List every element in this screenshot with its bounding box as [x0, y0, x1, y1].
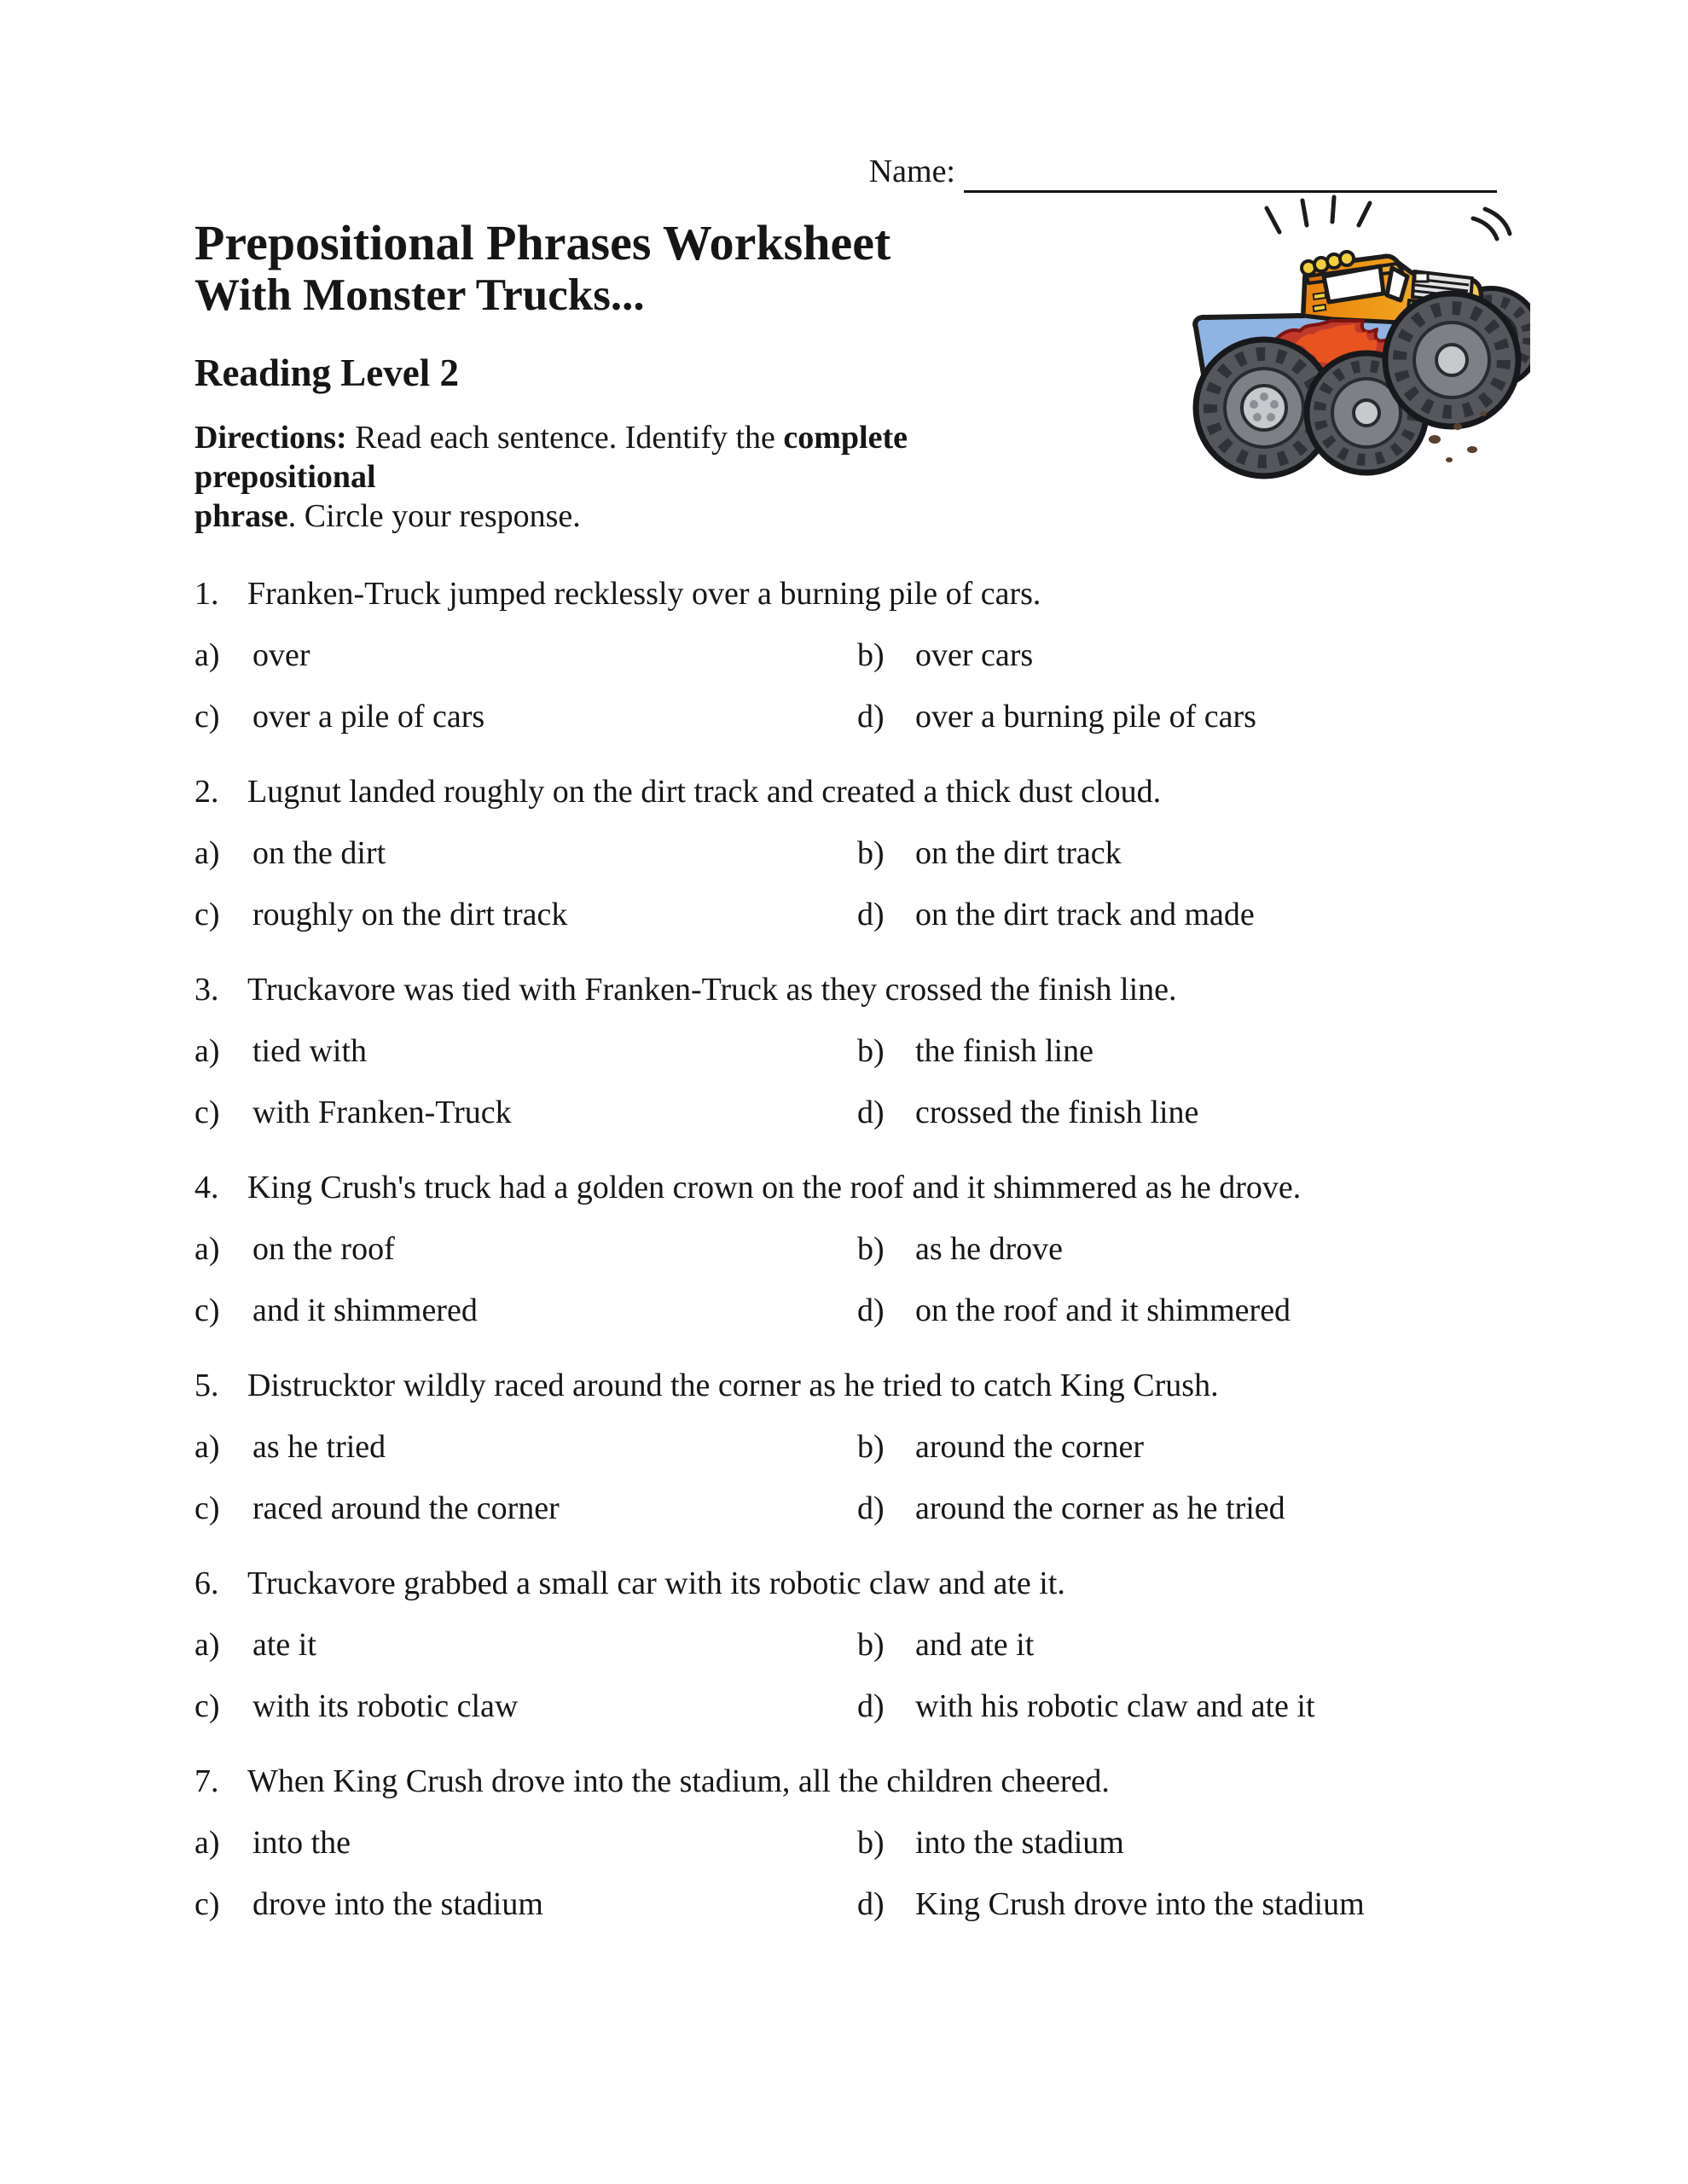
option-text: and it shimmered	[252, 1292, 478, 1329]
question-sentence-row	[194, 967, 1497, 1012]
option-letter: d)	[857, 1292, 885, 1329]
option-text: over a burning pile of cars	[915, 699, 1256, 735]
questions	[194, 572, 1497, 1926]
question-number: 5.	[194, 1368, 219, 1404]
directions-paragraph	[194, 418, 1013, 536]
question-number: 4.	[194, 1170, 219, 1206]
option-letter: a)	[194, 637, 220, 674]
directions-bold-phrase-1: complete prepositional	[194, 420, 908, 496]
option-c	[194, 1288, 857, 1333]
question-sentence-row	[194, 1363, 1497, 1408]
question-sentence: Truckavore was tied with Franken-Truck as they crossed the finish line.	[247, 972, 1177, 1008]
option-row	[194, 1882, 1497, 1926]
option-letter: a)	[194, 1627, 220, 1664]
motion-lines-icon	[1267, 197, 1510, 239]
option-text: tied with	[252, 1033, 368, 1070]
option-c	[194, 1882, 857, 1926]
option-row	[194, 1486, 1497, 1531]
option-letter: c)	[194, 1292, 220, 1329]
option-text: into the	[252, 1825, 351, 1862]
option-letter: a)	[194, 1825, 220, 1862]
option-b	[857, 1425, 1144, 1469]
reading-level-heading: Reading Level 2	[194, 351, 459, 395]
option-row	[194, 831, 1497, 875]
option-d	[857, 1486, 1285, 1531]
option-b	[857, 831, 1122, 875]
option-letter: b)	[857, 1429, 885, 1466]
question-number: 6.	[194, 1565, 219, 1602]
option-a	[194, 831, 857, 875]
question-sentence-row	[194, 572, 1497, 616]
page-subtitle: With Monster Trucks...	[194, 270, 645, 321]
question-number: 2.	[194, 774, 219, 810]
option-text: the finish line	[915, 1033, 1093, 1070]
option-b	[857, 1623, 1034, 1667]
truck-tire-front	[1385, 293, 1518, 427]
option-letter: d)	[857, 1886, 885, 1923]
option-text: on the dirt track and made	[915, 897, 1255, 933]
question-sentence: Franken-Truck jumped recklessly over a burning pile of cars.	[247, 576, 1041, 613]
option-letter: d)	[857, 897, 885, 933]
option-row	[194, 694, 1497, 739]
option-letter: d)	[857, 1095, 885, 1131]
option-text: ate it	[252, 1627, 316, 1664]
option-text: and ate it	[915, 1627, 1035, 1664]
option-d	[857, 1288, 1291, 1333]
option-letter: c)	[194, 699, 220, 735]
option-text: with Franken-Truck	[252, 1095, 512, 1131]
option-letter: b)	[857, 835, 885, 872]
option-text: on the roof and it shimmered	[915, 1292, 1291, 1329]
option-row	[194, 1288, 1497, 1333]
option-text: as he drove	[915, 1231, 1064, 1268]
option-a	[194, 1425, 857, 1469]
question-sentence-row	[194, 1759, 1497, 1804]
option-letter: a)	[194, 1231, 220, 1268]
option-a	[194, 1623, 857, 1667]
option-row	[194, 892, 1497, 937]
option-text: roughly on the dirt track	[252, 897, 568, 933]
option-text: raced around the corner	[252, 1490, 560, 1527]
option-c	[194, 892, 857, 937]
option-d	[857, 1684, 1315, 1728]
name-blank-line	[964, 154, 1497, 193]
option-a	[194, 1029, 857, 1073]
question-number: 1.	[194, 576, 219, 613]
option-b	[857, 1029, 1093, 1073]
page-title: Prepositional Phrases Worksheet	[194, 215, 891, 270]
option-text: as he tried	[252, 1429, 386, 1466]
question-block	[194, 1759, 1497, 1926]
option-text: on the roof	[252, 1231, 395, 1268]
question-block	[194, 1363, 1497, 1531]
question-sentence-row	[194, 770, 1497, 814]
question-sentence: Distrucktor wildly raced around the corner as he tried to catch King Crush.	[247, 1368, 1219, 1404]
option-letter: d)	[857, 1490, 885, 1527]
option-b	[857, 1227, 1063, 1271]
option-row	[194, 1821, 1497, 1865]
option-letter: a)	[194, 1429, 220, 1466]
option-row	[194, 633, 1497, 677]
directions-text-2: . Circle your response.	[287, 498, 581, 535]
question-number: 7.	[194, 1763, 219, 1800]
directions-text-1: Read each sentence. Identify the	[346, 420, 784, 456]
option-a	[194, 1821, 857, 1865]
option-c	[194, 1090, 857, 1135]
option-letter: c)	[194, 897, 220, 933]
monster-truck-illustration	[1179, 193, 1530, 486]
question-sentence: Truckavore grabbed a small car with its robotic claw and ate it.	[247, 1565, 1065, 1602]
option-row	[194, 1090, 1497, 1135]
option-text: around the corner as he tried	[915, 1490, 1285, 1527]
option-letter: c)	[194, 1886, 220, 1923]
option-row	[194, 1684, 1497, 1728]
option-d	[857, 1090, 1198, 1135]
question-number: 3.	[194, 972, 219, 1008]
option-text: over cars	[915, 637, 1034, 674]
question-block	[194, 967, 1497, 1135]
option-letter: d)	[857, 1688, 885, 1725]
name-label: Name:	[868, 154, 955, 189]
option-letter: a)	[194, 1033, 220, 1070]
option-letter: c)	[194, 1490, 220, 1527]
option-letter: b)	[857, 637, 885, 674]
question-sentence: Lugnut landed roughly on the dirt track and created a thick dust cloud.	[247, 774, 1162, 810]
option-c	[194, 694, 857, 739]
option-c	[194, 1684, 857, 1728]
option-text: on the dirt track	[915, 835, 1122, 872]
option-letter: d)	[857, 699, 885, 735]
option-text: with its robotic claw	[252, 1688, 519, 1725]
option-a	[194, 633, 857, 677]
directions-label: Directions:	[194, 420, 347, 456]
option-d	[857, 892, 1255, 937]
option-a	[194, 1227, 857, 1271]
option-letter: c)	[194, 1095, 220, 1131]
option-text: drove into the stadium	[252, 1886, 543, 1923]
question-block	[194, 770, 1497, 937]
option-text: over	[252, 637, 310, 674]
option-text: with his robotic claw and ate it	[915, 1688, 1315, 1725]
question-block	[194, 1561, 1497, 1728]
option-text: King Crush drove into the stadium	[915, 1886, 1365, 1923]
option-letter: b)	[857, 1033, 885, 1070]
option-row	[194, 1227, 1497, 1271]
option-row	[194, 1425, 1497, 1469]
option-text: into the stadium	[915, 1825, 1124, 1862]
option-d	[857, 1882, 1365, 1926]
option-letter: c)	[194, 1688, 220, 1725]
question-sentence: When King Crush drove into the stadium, all the children cheered.	[247, 1763, 1110, 1800]
option-letter: b)	[857, 1231, 885, 1268]
option-b	[857, 633, 1033, 677]
question-block	[194, 1165, 1497, 1333]
question-sentence-row	[194, 1561, 1497, 1606]
option-letter: b)	[857, 1825, 885, 1862]
question-block	[194, 572, 1497, 739]
option-d	[857, 694, 1256, 739]
option-text: on the dirt	[252, 835, 386, 872]
option-text: around the corner	[915, 1429, 1144, 1466]
name-row	[194, 150, 1497, 193]
option-text: crossed the finish line	[915, 1095, 1199, 1131]
option-c	[194, 1486, 857, 1531]
question-sentence-row	[194, 1165, 1497, 1210]
directions-bold-phrase-2: phrase	[194, 498, 288, 535]
question-sentence: King Crush's truck had a golden crown on the roof and it shimmered as he drove.	[247, 1170, 1302, 1206]
option-row	[194, 1029, 1497, 1073]
option-row	[194, 1623, 1497, 1667]
option-letter: b)	[857, 1627, 885, 1664]
option-letter: a)	[194, 835, 220, 872]
option-text: over a pile of cars	[252, 699, 485, 735]
option-b	[857, 1821, 1124, 1865]
